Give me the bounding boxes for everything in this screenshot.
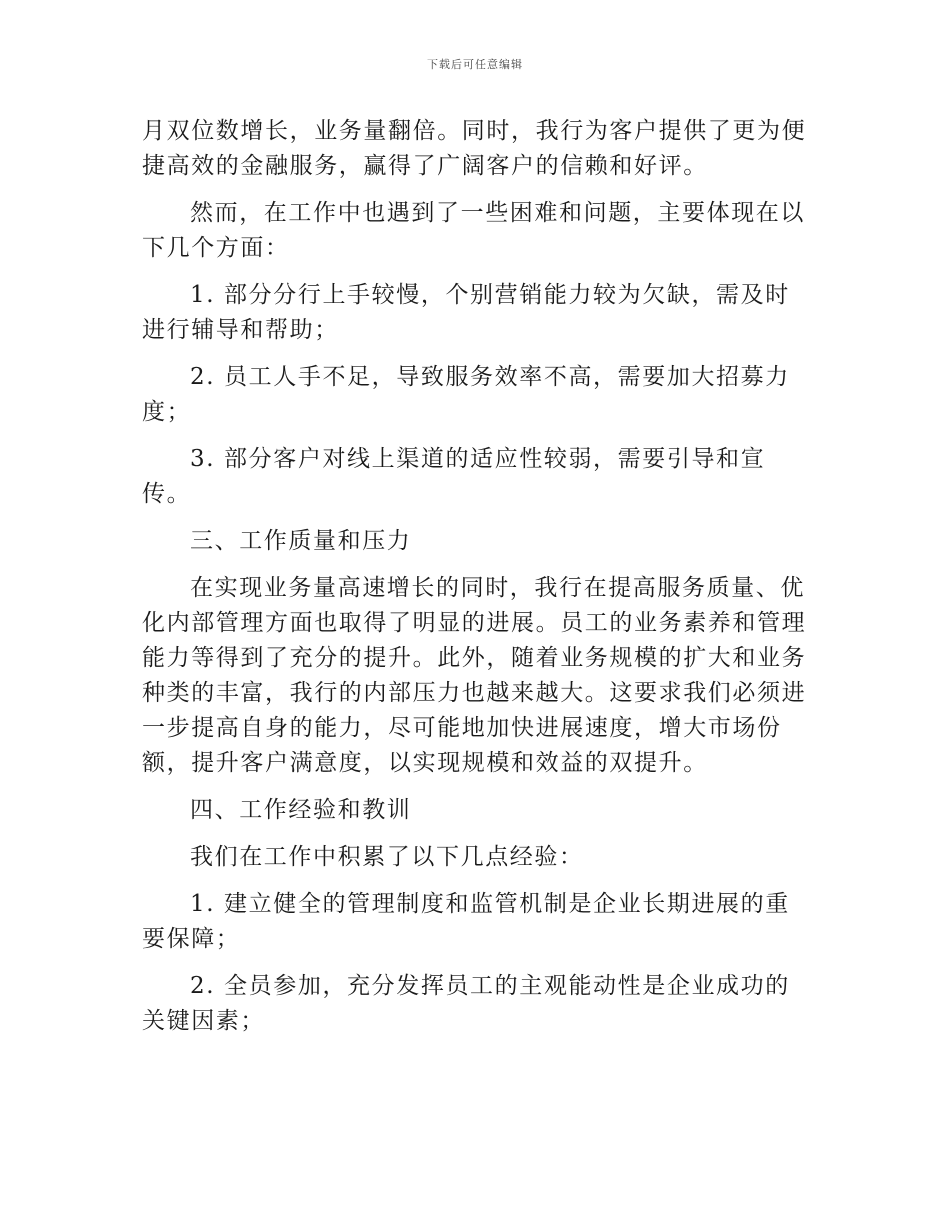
list-item-problem-2: 2. 员工人手不足，导致服务效率不高，需要加大招募力度； [142, 364, 790, 425]
paragraph-continuation: 月双位数增长，业务量翻倍。同时，我行为客户提供了更为便捷高效的金融服务，赢得了广阔客户的信赖和好评。 [142, 118, 807, 179]
paragraph-experience-intro: 我们在工作中积累了以下几点经验： [190, 844, 584, 870]
paragraph-quality: 在实现业务量高速增长的同时，我行在提高服务质量、优化内部管理方面也取得了明显的进展。员工的业务素养和管理能力等得到了充分的提升。此外，随着业务规模的扩大和业务种类的丰富，我行的内部压力也越来越大。这要求我们必须进一步提高自身的能力，尽可能地加快进展速度，增大市场份额，提升客户满意度，以实现规模和效益的双提升。 [142, 575, 807, 776]
document-body [142, 114, 812, 1051]
section-heading-quality: 三、工作质量和压力 [190, 528, 412, 554]
list-item-experience-1: 1. 建立健全的管理制度和监管机制是企业长期进展的重要保障； [142, 891, 790, 952]
list-item-experience-2: 2. 全员参加，充分发挥员工的主观能动性是企业成功的关键因素； [142, 973, 790, 1034]
page-header: 下载后可任意编辑 [427, 58, 523, 71]
paragraph-problems-intro: 然而，在工作中也遇到了一些困难和问题，主要体现在以下几个方面： [142, 200, 805, 261]
list-item-problem-1: 1. 部分分行上手较慢，个别营销能力较为欠缺，需及时进行辅导和帮助； [142, 282, 790, 343]
section-heading-experience: 四、工作经验和教训 [190, 797, 412, 823]
list-item-problem-3: 3. 部分客户对线上渠道的适应性较弱，需要引导和宣传。 [142, 446, 766, 507]
